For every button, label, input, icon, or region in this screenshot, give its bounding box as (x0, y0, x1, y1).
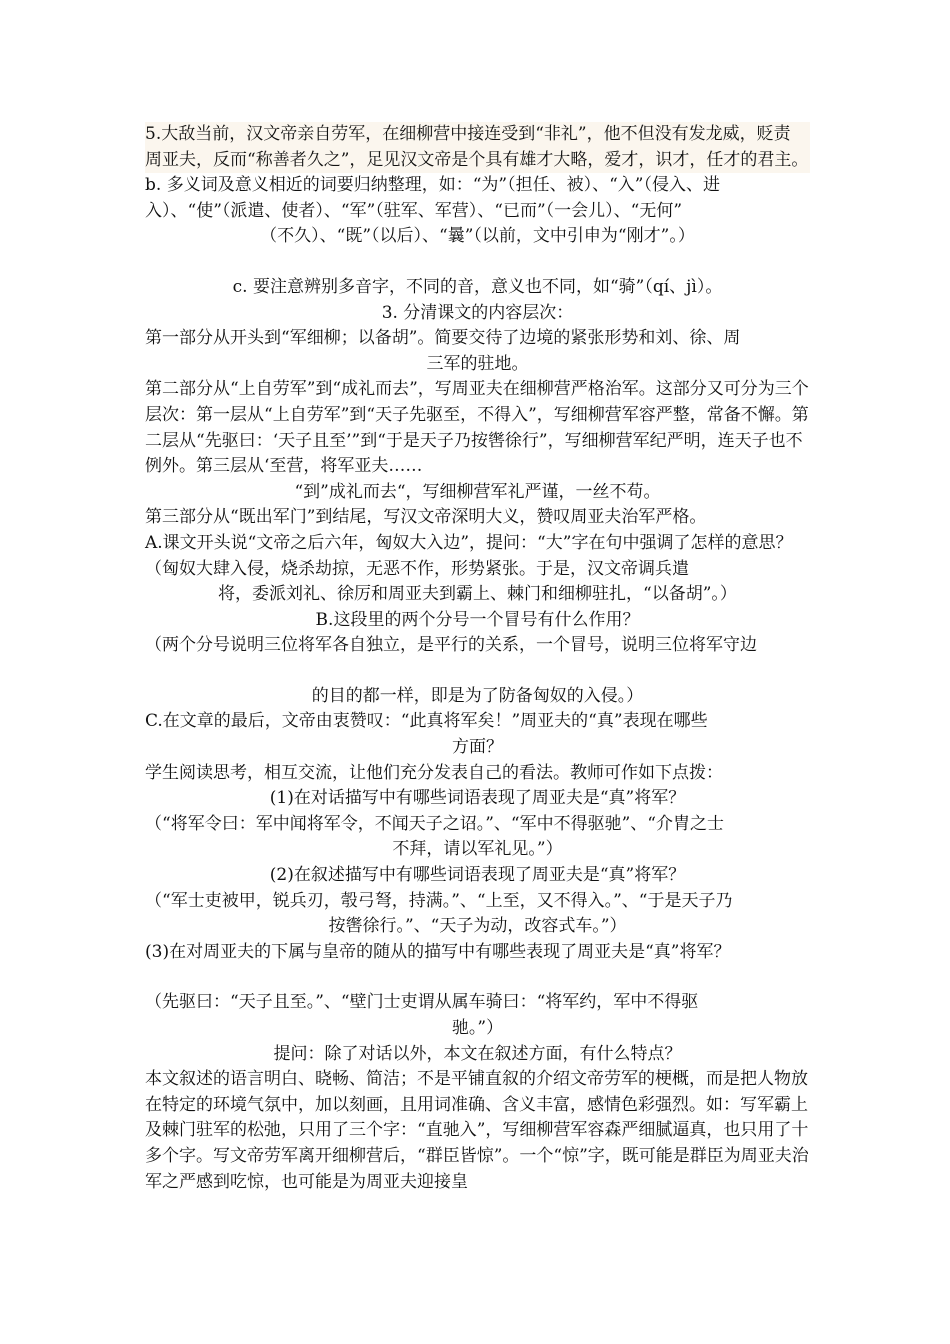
question-c-line-2: 方面？ (452, 737, 503, 758)
answer-1-line-2: 不拜，请以军礼见。”） (392, 839, 563, 860)
answer-b-line-1: （两个分号说明三位将军各自独立，是平行的关系，一个冒号，说明三位将军守边 (145, 635, 757, 656)
part-two-text: 第二部分从“上自劳军”到“成礼而去”，写周亚夫在细柳营严格治军。这部分又可分为三个层次：第一层从“上自劳军”到“天子先驱至，不得入”，写细柳营军容严整，常备不懈。第二层从“先驱曰：‘天子且至’”到“于是天子乃按辔徐行”，写细柳营军纪严明，连天子也不例外。第三层从‘至营，将军亚夫…… (145, 379, 809, 477)
sub-question-3: (3)在对周亚夫的下属与皇帝的随从的描写中有哪些表现了周亚夫是“真”将军？ (145, 941, 731, 962)
part-two-end: “到”成礼而去“，写细柳营军礼严谨，一丝不苟。 (294, 481, 661, 502)
blank-line (145, 659, 810, 684)
answer-2-line-2: 按辔徐行。”、“天子为动，改容式车。”） (328, 916, 627, 937)
blank-line (145, 965, 810, 990)
section-heading-3: 3. 分清课文的内容层次： (381, 302, 574, 323)
question-a-end: 将，委派刘礼、徐厉和周亚夫到霸上、棘门和细柳驻扎，“以备胡”。） (218, 584, 737, 605)
question-b: B.这段里的两个分号一个冒号有什么作用？ (315, 609, 640, 630)
answer-b-line-2: 的目的都一样，即是为了防备匈奴的入侵。） (311, 685, 644, 706)
teacher-hint: 学生阅读思考，相互交流，让他们充分发表自己的看法。教师可作如下点拨： (145, 762, 723, 783)
sub-question-1: (1)在对话描写中有哪些词语表现了周亚夫是“真”将军？ (269, 788, 686, 809)
answer-3-line-2: 驰。”） (451, 1018, 504, 1038)
polysemy-note-end: （不久）、“既”（以后）、“曩”（以前，文中引申为“刚才”。） (260, 226, 695, 247)
polysemy-note: b. 多义词及意义相近的词要归纳整理，如：“为”（担任、被）、“入”（侵入、进入）、“使”（派遣、使者）、“军”（驻军、军营）、“已而”（一会儿）、“无何” (145, 175, 720, 221)
narration-question: 提问：除了对话以外，本文在叙述方面，有什么特点？ (273, 1043, 682, 1064)
question-c-line-1: C.在文章的最后，文帝由衷赞叹：“此真将军矣！”周亚夫的“真”表现在哪些 (145, 711, 708, 732)
part-one-line-1: 第一部分从开头到“军细柳；以备胡”。简要交待了边境的紧张形势和刘、徐、周 (145, 328, 741, 349)
answer-1-line-1: （“将军令曰：军中闻将军令，不闻天子之诏。”、“军中不得驱驰”、“介胄之士 (145, 813, 724, 834)
answer-2-line-1: （“军士吏被甲，锐兵刃，彀弓弩，持满。”、“上至，又不得入。”、“于是天子乃 (145, 890, 733, 911)
paragraph-5-line-1: 5.大敌当前，汉文帝亲自劳军，在细柳营中接连受到“非礼”，他不但没有发龙威，贬责 (145, 124, 791, 144)
narration-answer: 本文叙述的语言明白、晓畅、简洁；不是平铺直叙的介绍文帝劳军的梗概，而是把人物放在特定的环境气氛中，加以刻画，且用词准确、含义丰富，感情色彩强烈。如：写军霸上及棘门驻军的松弛，只用了三个字：“直驰入”，写细柳营军容森严细腻逼真，也只用了十多个字。写文帝劳军离开细柳营后，“群臣皆惊”。一个“惊”字，既可能是群臣为周亚夫治军之严感到吃惊，也可能是为周亚夫迎接皇 (145, 1069, 809, 1192)
sub-question-2: (2)在叙述描写中有哪些词语表现了周亚夫是“真”将军？ (269, 865, 686, 886)
question-a: A.课文开头说“文帝之后六年，匈奴大入边”，提问：“大”字在句中强调了怎样的意思？（匈奴大肆入侵，烧杀劫掠，无恶不作，形势紧张。于是，汉文帝调兵遣 (145, 532, 793, 579)
part-three-text: 第三部分从“既出军门”到结尾，写汉文帝深明大义，赞叹周亚夫治军严格。 (145, 507, 707, 528)
part-one-line-2: 三军的驻地。 (426, 353, 529, 374)
answer-3-line-1: （先驱曰：“天子且至。”、“壁门士吏谓从属车骑曰：“将军约，军中不得驱 (145, 992, 699, 1013)
paragraph-5-line-2: 周亚夫，反而“称善者久之”，足见汉文帝是个具有雄才大略，爱才，识才，任才的君主。 (145, 149, 809, 170)
highlighted-paragraph (145, 122, 810, 173)
polyphone-note: c. 要注意辨别多音字，不同的音，意义也不同，如“骑”（qí、jì）。 (232, 276, 723, 297)
blank-line (145, 250, 810, 275)
document-body (145, 122, 810, 1195)
